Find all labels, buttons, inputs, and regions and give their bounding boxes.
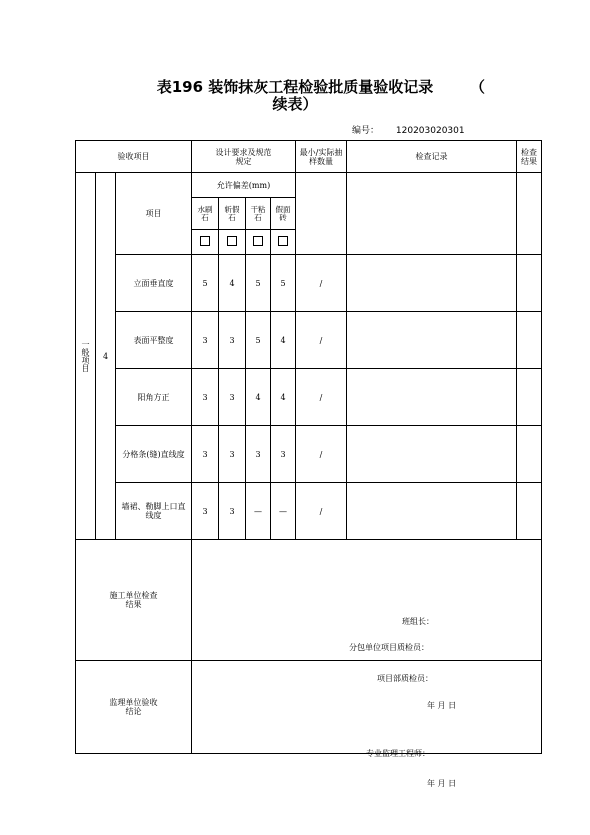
row-sample: / — [296, 312, 347, 369]
row-sample: / — [296, 369, 347, 426]
type-checkbox[interactable] — [278, 236, 288, 246]
row-value: 5 — [192, 255, 219, 312]
row-value: 4 — [271, 312, 296, 369]
supervision-row — [76, 661, 542, 754]
row-sample: / — [296, 483, 347, 540]
row-name: 表面平整度 — [116, 312, 192, 369]
type-checkbox-cell — [192, 230, 219, 255]
table-row — [76, 369, 542, 426]
header-row — [76, 141, 542, 173]
group-label: 一般项目 — [81, 340, 90, 372]
row-value: 3 — [219, 312, 246, 369]
row-result[interactable] — [517, 483, 542, 540]
row-value: 3 — [192, 426, 219, 483]
sub-inspector-label: 分包单位项目质检员： — [349, 643, 429, 652]
row-value: 4 — [271, 369, 296, 426]
row-record[interactable] — [347, 426, 517, 483]
row-value: — — [271, 483, 296, 540]
supervision-signoff — [192, 661, 542, 788]
row-value: 3 — [271, 426, 296, 483]
group-label-cell — [76, 173, 96, 540]
title-line1: 表196 装饰抹灰工程检验批质量验收记录 — [156, 78, 434, 96]
row-result[interactable] — [517, 312, 542, 369]
supervision-date: 年 月 日 — [427, 779, 457, 788]
type-checkbox[interactable] — [253, 236, 263, 246]
construction-signoff — [192, 540, 542, 710]
supervision-label: 监理单位验收结论 — [76, 661, 192, 754]
table-row — [76, 312, 542, 369]
row-name: 立面垂直度 — [116, 255, 192, 312]
row-value: — — [246, 483, 271, 540]
row-result[interactable] — [517, 426, 542, 483]
header-item: 验收项目 — [76, 141, 192, 173]
row-name: 墙裙、勒脚上口直线度 — [116, 483, 192, 540]
type-checkbox[interactable] — [227, 236, 237, 246]
type-checkbox-cell — [271, 230, 296, 255]
header-sample: 最小/实际抽样数量 — [296, 141, 347, 173]
row-value: 3 — [219, 369, 246, 426]
subheader-result-blank — [517, 173, 542, 255]
type-checkbox-cell — [246, 230, 271, 255]
table-row — [76, 255, 542, 312]
subheader-sample-blank — [296, 173, 347, 255]
type-checkbox-cell — [219, 230, 246, 255]
row-record[interactable] — [347, 255, 517, 312]
type-checkbox[interactable] — [200, 236, 210, 246]
row-value: 3 — [192, 369, 219, 426]
row-value: 5 — [246, 255, 271, 312]
document-code — [352, 123, 465, 136]
table-row — [76, 483, 542, 540]
row-value: 4 — [246, 369, 271, 426]
row-value: 5 — [246, 312, 271, 369]
row-record[interactable] — [347, 312, 517, 369]
row-value: 3 — [246, 426, 271, 483]
row-result[interactable] — [517, 369, 542, 426]
type-name: 水刷石 — [192, 198, 219, 230]
row-name: 分格条(缝)直线度 — [116, 426, 192, 483]
construction-label: 施工单位检查结果 — [76, 540, 192, 661]
group-number: 4 — [96, 173, 116, 540]
leader-label: 班组长： — [402, 617, 434, 626]
code-value: 120203020301 — [395, 126, 465, 136]
type-name: 假面砖 — [271, 198, 296, 230]
row-value: 4 — [219, 255, 246, 312]
subheader-record-blank — [347, 173, 517, 255]
tolerance-row — [76, 173, 542, 198]
row-value: 5 — [271, 255, 296, 312]
type-name: 干粘石 — [246, 198, 271, 230]
header-design: 设计要求及规范规定 — [192, 141, 296, 173]
row-record[interactable] — [347, 483, 517, 540]
title-paren: （ — [470, 78, 486, 96]
row-value: 3 — [192, 312, 219, 369]
header-record: 检查记录 — [347, 141, 517, 173]
row-name: 阳角方正 — [116, 369, 192, 426]
header-result: 检查结果 — [517, 141, 542, 173]
code-label: 编号： — [352, 126, 380, 136]
row-result[interactable] — [517, 255, 542, 312]
construction-row — [76, 540, 542, 661]
tolerance-label: 允许偏差(mm) — [192, 173, 296, 198]
engineer-label: 专业监理工程师： — [366, 749, 430, 758]
row-sample: / — [296, 255, 347, 312]
row-sample: / — [296, 426, 347, 483]
subheader-item: 项目 — [116, 173, 192, 255]
title-line2: 续表） — [272, 95, 318, 113]
row-value: 3 — [219, 483, 246, 540]
dept-inspector-label: 项目部质检员： — [377, 674, 433, 683]
type-name: 斩假石 — [219, 198, 246, 230]
row-value: 3 — [219, 426, 246, 483]
construction-date: 年 月 日 — [427, 701, 457, 710]
table-row — [76, 426, 542, 483]
inspection-table — [75, 140, 542, 788]
row-record[interactable] — [347, 369, 517, 426]
row-value: 3 — [192, 483, 219, 540]
